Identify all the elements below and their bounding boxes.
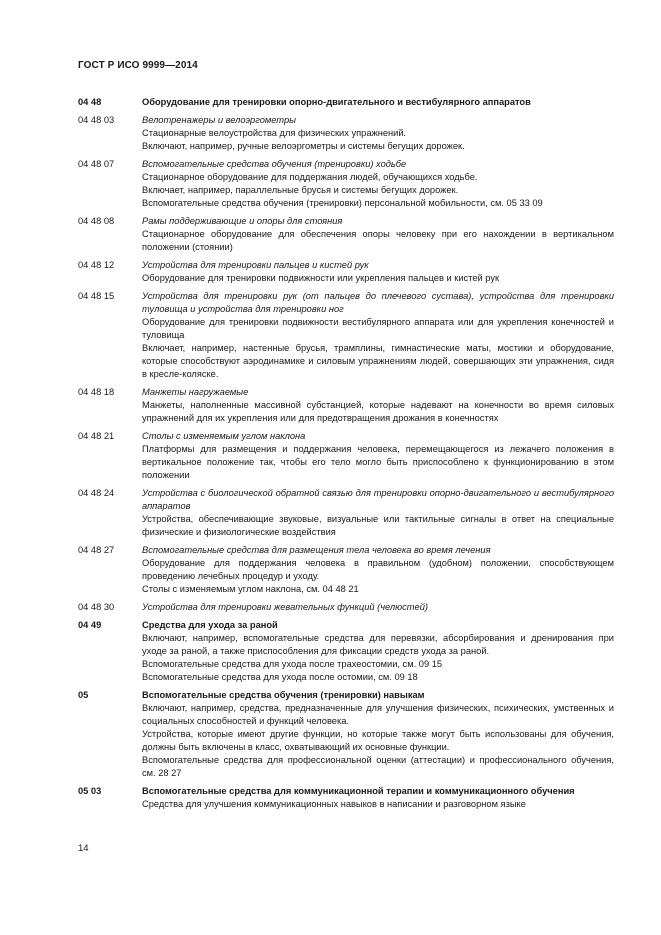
entry-content (142, 386, 614, 425)
entry-description: Оборудование для поддержания человека в правильном (удобном) положении, способствующем проведению лечебных процедур и уходу. (142, 558, 614, 581)
page-number: 14 (78, 843, 89, 854)
entry-description: Включают, например, средства, предназначенные для улучшения физических, психических, умственных и социальных способностей и функций человека. (142, 703, 614, 726)
subsection-entry (78, 259, 614, 285)
entry-description: Включает, например, параллельные брусья и системы бегущих дорожек. (142, 185, 459, 195)
entry-code: 04 48 18 (78, 387, 115, 397)
entry-code: 04 48 03 (78, 115, 115, 125)
subsection-entry (78, 487, 614, 539)
entry-code: 04 48 12 (78, 260, 115, 270)
subsection-entry (78, 386, 614, 425)
entry-title: Рамы поддерживающие и опоры для стояния (142, 216, 343, 226)
entry-description: Вспомогательные средства для ухода после остомии, см. 09 18 (142, 672, 418, 682)
entry-content (142, 601, 614, 614)
entry-description: Включают, например, ручные велоэргометры и системы бегущих дорожек. (142, 141, 465, 151)
entry-code: 04 48 27 (78, 545, 115, 555)
entry-code: 04 48 08 (78, 216, 115, 226)
subsection-entry (78, 290, 614, 381)
entry-code: 04 49 (78, 620, 102, 630)
entry-title: Вспомогательные средства обучения (тренировки) ходьбе (142, 159, 407, 169)
entry-description: Средства для улучшения коммуникационных навыков в написании и разговорном языке (142, 799, 526, 809)
entry-code: 04 48 (78, 97, 102, 107)
document-header: ГОСТ Р ИСО 9999—2014 (78, 60, 198, 71)
entry-content (142, 619, 614, 684)
classification-entries (78, 92, 614, 816)
entry-code: 04 48 30 (78, 602, 115, 612)
entry-code: 04 48 07 (78, 159, 115, 169)
entry-description: Вспомогательные средства для ухода после трахеостомии, см. 09 15 (142, 659, 443, 669)
entry-title: Устройства для тренировки рук (от пальцев до плечевого сустава), устройства для тренировки туловища и устройства для тренировки ног (142, 291, 614, 314)
entry-content (142, 487, 614, 539)
subsection-entry (78, 158, 614, 210)
entry-content (142, 290, 614, 381)
entry-description: Стационарное оборудование для обеспечения опоры человеку при его нахождении в вертикальном положении (стоянии) (142, 229, 614, 252)
entry-code: 04 48 15 (78, 291, 115, 301)
entry-title: Устройства для тренировки пальцев и кистей рук (142, 260, 369, 270)
entry-description: Столы с изменяемым углом наклона, см. 04 48 21 (142, 584, 359, 594)
entry-description: Устройства, которые имеют другие функции, но которые также могут быть использованы для обучения, должны быть включены в класс, охватывающий их основные функции. (142, 729, 614, 752)
entry-description: Включает, например, настенные брусья, трамплины, гимнастические маты, мостики и оборудование, которые способствуют аэродинамике и силовым упражнениям людей, совершающих эти упражнения, сидя в кресле-коляске. (142, 343, 614, 379)
entry-description: Стационарные велоустройства для физических упражнений. (142, 128, 407, 138)
entry-code: 05 03 (78, 786, 102, 796)
entry-description: Манжеты, наполненные массивной субстанцией, которые надевают на конечности во время силовых упражнений для их укрепления или для предотвращения дрожания в конечностях (142, 400, 614, 423)
entry-description: Платформы для размещения и поддержания человека, перемещающегося из лежачего положения в вертикальное положение так, чтобы его тело могло быть приспособлено к функционированию в этом положении (142, 444, 614, 480)
entry-title: Оборудование для тренировки опорно-двигательного и вестибулярного аппаратов (142, 97, 531, 107)
entry-description: Стационарное оборудование для поддержания людей, обучающихся ходьбе. (142, 172, 478, 182)
entry-content (142, 430, 614, 482)
section-entry (78, 785, 614, 811)
entry-content (142, 215, 614, 254)
entry-content (142, 544, 614, 596)
subsection-entry (78, 544, 614, 596)
entry-title: Велотренажеры и велоэргометры (142, 115, 296, 125)
entry-code: 04 48 24 (78, 488, 115, 498)
entry-code: 04 48 21 (78, 431, 115, 441)
subsection-entry (78, 430, 614, 482)
subsection-entry (78, 215, 614, 254)
entry-content (142, 114, 614, 153)
section-entry (78, 619, 614, 684)
entry-description: Устройства, обеспечивающие звуковые, визуальные или тактильные сигналы в ответ на специальные физические и физиологические воздействия (142, 514, 614, 537)
entry-title: Средства для ухода за раной (142, 620, 278, 630)
entry-content (142, 259, 614, 285)
entry-title: Вспомогательные средства обучения (тренировки) навыкам (142, 690, 425, 700)
subsection-entry (78, 601, 614, 614)
entry-description: Оборудование для тренировки подвижности или укрепления пальцев и кистей рук (142, 273, 500, 283)
entry-content (142, 785, 614, 811)
entry-content (142, 158, 614, 210)
subsection-entry (78, 114, 614, 153)
entry-description: Включают, например, вспомогательные средства для перевязки, абсорбирования и дренирования при уходе за раной, а также приспособления для фиксации средств ухода за раной. (142, 633, 614, 656)
entry-content (142, 689, 614, 780)
entry-title: Устройства для тренировки жевательных функций (челюстей) (142, 602, 428, 612)
entry-title: Устройства с биологической обратной связью для тренировки опорно-двигательного и вестибулярного аппаратов (142, 488, 614, 511)
entry-title: Манжеты нагружаемые (142, 387, 249, 397)
entry-description: Вспомогательные средства обучения (тренировки) персональной мобильности, см. 05 33 09 (142, 198, 543, 208)
entry-code: 05 (78, 690, 89, 700)
entry-title: Вспомогательные средства для размещения тела человека во время лечения (142, 545, 491, 555)
entry-title: Вспомогательные средства для коммуникационной терапии и коммуникационного обучения (142, 786, 575, 796)
section-entry (78, 96, 614, 109)
entry-description: Оборудование для тренировки подвижности вестибулярного аппарата или для укрепления конечностей и туловища (142, 317, 614, 340)
entry-content (142, 96, 614, 109)
section-entry (78, 689, 614, 780)
entry-description: Вспомогательные средства для профессиональной оценки (аттестации) и профессионального обучения, см. 28 27 (142, 755, 614, 778)
entry-title: Столы с изменяемым углом наклона (142, 431, 306, 441)
